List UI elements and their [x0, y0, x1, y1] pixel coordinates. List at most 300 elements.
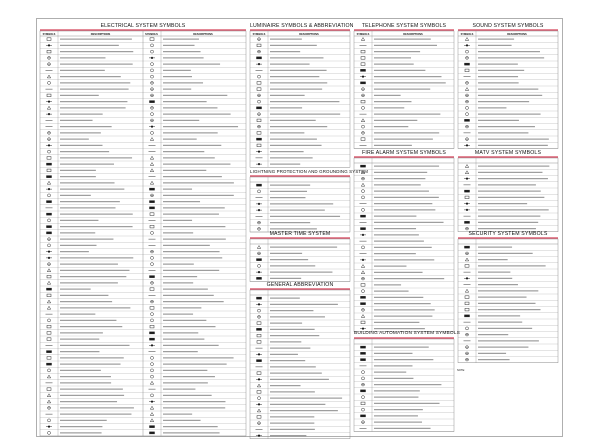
electrical-description-line	[60, 189, 124, 190]
electrical-symbol-icon	[150, 38, 154, 41]
electrical-symbol-icon	[48, 406, 51, 409]
electrical-symbol-icon	[150, 413, 153, 416]
fire-alarm-frame	[354, 158, 454, 332]
electrical-symbol-icon	[48, 138, 51, 141]
general-abbr-description-line	[270, 379, 329, 380]
electrical-description-line	[60, 64, 133, 65]
bas-description-line	[374, 365, 412, 366]
security-description-line	[478, 284, 518, 285]
telephone-symbol-icon	[362, 106, 365, 109]
fire-alarm-description-line	[374, 247, 432, 248]
general-abbr-symbol-icon	[257, 297, 262, 299]
electrical-symbol-icon	[150, 225, 154, 228]
fire-alarm-symbol-icon	[362, 196, 365, 199]
electrical-symbol-icon	[47, 226, 52, 228]
sound-symbol-icon	[465, 38, 468, 41]
fire-alarm-description-line	[374, 291, 409, 292]
master-time-symbol-icon	[257, 277, 262, 279]
general-abbr-symbol-icon	[256, 353, 262, 355]
lightning-description-line	[270, 203, 333, 204]
electrical-description-line	[60, 307, 130, 308]
matv-description-line	[478, 178, 548, 179]
electrical-symbol-icon	[151, 69, 154, 72]
electrical-symbol-icon	[151, 250, 154, 253]
electrical-symbol-icon	[46, 188, 52, 190]
electrical-description-line	[60, 114, 103, 115]
sound-description-line	[478, 95, 542, 96]
electrical-description-line	[60, 107, 126, 108]
bas-symbol-icon	[362, 396, 365, 399]
electrical-symbol-icon	[150, 381, 153, 384]
electrical-description-line	[60, 295, 108, 296]
electrical-description-line	[163, 420, 201, 421]
fire-alarm-description-line	[374, 172, 427, 173]
lightning-symbol-icon	[256, 209, 262, 211]
fire-alarm-system-symbols-title: FIRE ALARM SYSTEM SYMBOLS	[362, 150, 446, 156]
luminaire-symbol-icon	[257, 119, 261, 122]
electrical-description-line	[60, 145, 103, 146]
electrical-description-line	[163, 39, 199, 40]
security-symbol-icon	[465, 265, 469, 268]
matv-description-line	[478, 203, 527, 204]
general-abbr-symbol-icon	[257, 360, 262, 362]
electrical-description-line	[60, 132, 101, 133]
fire-alarm-description-line	[374, 259, 434, 260]
general-abbr-description-line	[270, 360, 305, 361]
fire-alarm-description-line	[374, 228, 416, 229]
bas-description-line	[374, 347, 429, 348]
security-symbol-icon	[465, 246, 470, 248]
electrical-description-line	[163, 264, 194, 265]
security-description-line	[478, 315, 520, 316]
electrical-description-line	[163, 195, 234, 196]
sound-description-line	[478, 120, 519, 121]
electrical-description-line	[60, 332, 103, 333]
matv-symbol-icon	[464, 178, 470, 180]
electrical-symbol-icon	[47, 300, 50, 303]
electrical-symbol-icon	[149, 401, 155, 403]
luminaire-symbol-icon	[258, 125, 261, 128]
electrical-description-line	[60, 357, 124, 358]
electrical-symbol-icon	[46, 251, 52, 253]
luminaire-symbol-icon	[257, 138, 262, 140]
electrical-description-line	[163, 276, 197, 277]
telephone-description-line	[374, 132, 439, 133]
electrical-symbol-icon	[48, 219, 51, 222]
telephone-description-line	[374, 51, 420, 52]
electrical-description-line	[60, 126, 112, 127]
master-time-symbol-icon	[258, 252, 261, 255]
electrical-symbol-icon	[48, 81, 51, 84]
matv-description-line	[478, 166, 549, 167]
bas-symbol-icon	[361, 390, 366, 392]
electrical-symbol-icon	[151, 81, 154, 84]
electrical-symbol-icon	[151, 356, 154, 359]
electrical-symbol-icon	[151, 263, 154, 266]
electrical-symbol-icon	[151, 394, 154, 397]
telephone-description-line	[374, 145, 412, 146]
electrical-description-line	[60, 182, 115, 183]
electrical-description-line	[163, 332, 198, 333]
lightning-symbol-icon	[258, 190, 261, 193]
luminaire-symbols-header: SYMBOLS	[252, 33, 266, 36]
master-time-description-line	[270, 278, 301, 279]
bas-description-line	[374, 372, 406, 373]
electrical-symbol-icon	[47, 375, 50, 378]
electrical-description-line	[163, 426, 218, 427]
electrical-description-line	[60, 407, 134, 408]
security-symbol-icon	[465, 315, 470, 317]
electrical-symbol-icon	[151, 194, 154, 197]
sound-description-line	[478, 51, 540, 52]
electrical-description-line	[163, 370, 207, 371]
electrical-description-line	[60, 57, 105, 58]
fire-alarm-symbol-icon	[361, 215, 366, 217]
electrical-description-line	[163, 220, 192, 221]
electrical-symbol-icon	[150, 201, 155, 203]
general-abbr-description-line	[270, 429, 315, 430]
telephone-description-line	[374, 82, 446, 83]
electrical-symbol-icon	[150, 181, 153, 184]
luminaire-symbol-icon	[257, 57, 262, 59]
master-time-symbol-icon	[258, 264, 261, 267]
general-abbr-description-line	[270, 310, 313, 311]
electrical-description-line	[163, 170, 206, 171]
telephone-symbol-icon	[361, 138, 365, 141]
bas-symbol-icon	[362, 371, 365, 374]
lightning-description-line	[270, 216, 340, 217]
bas-symbol-icon	[362, 421, 365, 424]
electrical-description-line	[60, 176, 96, 177]
telephone-symbol-icon	[360, 76, 366, 78]
luminaire-description-line	[270, 126, 327, 127]
bas-symbol-icon	[361, 352, 366, 354]
electrical-symbol-icon	[48, 263, 51, 266]
telephone-symbol-icon	[362, 88, 365, 91]
sound-symbol-icon	[466, 138, 469, 141]
electrical-description-line	[60, 201, 120, 202]
electrical-description-line	[163, 376, 215, 377]
general-abbr-description-line	[270, 366, 316, 367]
telephone-symbol-icon	[361, 82, 366, 84]
electrical-description-line	[163, 357, 234, 358]
luminaire-description-line	[270, 120, 316, 121]
general-abbr-description-line	[270, 304, 338, 305]
electrical-symbol-icon	[151, 231, 154, 234]
electrical-symbol-icon	[47, 306, 50, 309]
electrical-symbol-icon	[150, 432, 155, 434]
electrical-symbol-icon	[46, 113, 52, 115]
security-description-line	[478, 247, 512, 248]
telephone-symbols-header: SYMBOLS	[356, 33, 370, 36]
telephone-description-line	[374, 76, 441, 77]
electrical-symbol-icon	[47, 201, 52, 203]
telephone-description-line	[374, 70, 425, 71]
lightning-description-line	[270, 197, 305, 198]
telephone-descriptions-header: DESCRIPTIONS	[403, 33, 423, 36]
bas-description-line	[374, 384, 441, 385]
security-description-line	[478, 322, 522, 323]
electrical-symbol-icon	[48, 63, 51, 66]
luminaire-description-line	[270, 145, 322, 146]
electrical-description-line	[60, 251, 89, 252]
electrical-symbol-icon	[151, 375, 154, 378]
master-time-symbol-icon	[257, 259, 262, 261]
bas-description-line	[374, 353, 412, 354]
master-time-description-line	[270, 272, 332, 273]
electrical-symbol-icon	[47, 288, 52, 290]
telephone-symbol-icon	[362, 125, 365, 128]
lightning-description-line	[270, 191, 307, 192]
bas-description-line	[374, 428, 431, 429]
master-time-symbol-icon	[257, 246, 260, 249]
fire-alarm-symbol-icon	[361, 228, 366, 230]
electrical-description-line	[163, 201, 200, 202]
electrical-symbol-icon	[150, 338, 155, 340]
electrical-symbol-icon	[151, 94, 154, 97]
electrical-description-line	[163, 45, 195, 46]
fire-alarm-description-line	[374, 216, 416, 217]
electrical-description-line	[163, 126, 238, 127]
sound-symbol-icon	[466, 50, 469, 53]
sound-symbol-icon	[465, 69, 469, 72]
sound-symbol-icon	[466, 56, 469, 59]
electrical-symbol-icon	[46, 101, 52, 103]
electrical-description-line	[60, 401, 117, 402]
sound-description-line	[478, 82, 519, 83]
luminaire-description-line	[270, 82, 327, 83]
electrical-description-line	[163, 139, 197, 140]
bas-symbol-icon	[361, 359, 366, 361]
electrical-description-line	[163, 364, 227, 365]
electrical-symbol-icon	[46, 44, 52, 46]
luminaire-symbol-icon	[258, 94, 261, 97]
electrical-description-line	[60, 95, 99, 96]
telephone-description-line	[374, 120, 417, 121]
electrical-description-line	[163, 76, 192, 77]
luminaire-description-line	[270, 64, 310, 65]
electrical-description-line	[60, 432, 102, 433]
electrical-description-line	[163, 64, 220, 65]
electrical-description-line	[60, 376, 111, 377]
electrical-symbol-icon	[47, 213, 52, 215]
telephone-description-line	[374, 139, 433, 140]
matv-symbol-icon	[464, 203, 470, 205]
electrical-symbol-icon	[46, 144, 52, 146]
electrical-description-line	[60, 257, 133, 258]
note-label: NOTE:	[457, 369, 465, 372]
luminaire-symbol-icon	[258, 50, 261, 53]
electrical-description-line	[163, 214, 219, 215]
luminaire-description-line	[270, 57, 323, 58]
electrical-symbol-icon	[47, 275, 51, 278]
electrical-symbol-icon	[48, 431, 51, 434]
sound-symbol-icon	[464, 44, 470, 46]
electrical-symbol-icon	[149, 57, 155, 59]
electrical-symbol-icon	[47, 281, 50, 284]
electrical-description-line	[163, 120, 199, 121]
matv-symbol-icon	[465, 190, 470, 192]
telephone-symbol-icon	[361, 63, 365, 66]
electrical-symbols-header-1: SYMBOLS	[42, 33, 56, 36]
sound-description-line	[478, 114, 541, 115]
electrical-symbol-icon	[149, 344, 155, 346]
electrical-description-line	[163, 270, 219, 271]
security-symbol-icon	[465, 258, 468, 261]
matv-description-line	[478, 172, 542, 173]
sound-description-line	[478, 145, 548, 146]
electrical-symbol-icon	[48, 150, 51, 153]
general-abbr-description-line	[270, 335, 319, 336]
sound-symbol-icon	[466, 94, 469, 97]
electrical-symbol-icon	[47, 269, 50, 272]
luminaire-description-line	[270, 132, 304, 133]
luminaire-description-line	[270, 107, 302, 108]
electrical-description-line	[60, 326, 122, 327]
security-description-line	[478, 328, 532, 329]
sound-descriptions-header: DESCRIPTIONS	[507, 33, 527, 36]
luminaire-symbol-icon	[257, 144, 261, 147]
electrical-symbol-icon	[47, 169, 51, 172]
electrical-description-line	[60, 139, 89, 140]
luminaire-symbol-icon	[257, 44, 261, 47]
security-symbol-icon	[466, 327, 469, 330]
luminaire-description-line	[270, 157, 313, 158]
electrical-symbol-icon	[151, 44, 154, 47]
electrical-descriptions-header-2: DESCRIPTIONS	[193, 33, 213, 36]
electrical-description-line	[163, 414, 192, 415]
luminaire-description-line	[270, 76, 319, 77]
fire-alarm-description-line	[374, 178, 425, 179]
luminaire-symbol-icon	[257, 82, 261, 85]
fire-alarm-description-line	[374, 297, 423, 298]
electrical-symbols-header-2: SYMBOLS	[145, 33, 158, 36]
electrical-symbol-icon	[47, 294, 51, 297]
bas-description-line	[374, 397, 418, 398]
security-description-line	[478, 290, 538, 291]
sound-system-symbols-title: SOUND SYSTEM SYMBOLS	[472, 23, 544, 29]
bas-description-line	[374, 359, 433, 360]
sound-symbols-header: SYMBOLS	[460, 33, 474, 36]
general-abbr-symbol-icon	[257, 409, 260, 412]
matv-description-line	[478, 216, 540, 217]
luminaire-description-line	[270, 164, 300, 165]
security-symbol-icon	[466, 252, 469, 255]
electrical-description-line	[60, 45, 119, 46]
sound-symbol-icon	[465, 88, 468, 91]
matv-symbol-icon	[464, 209, 470, 211]
telephone-description-line	[374, 114, 440, 115]
electrical-description-line	[163, 189, 192, 190]
security-description-line	[478, 353, 506, 354]
sound-symbol-icon	[466, 106, 469, 109]
telephone-description-line	[374, 95, 401, 96]
fire-alarm-description-line	[374, 309, 435, 310]
security-description-line	[478, 278, 512, 279]
fire-alarm-description-line	[374, 184, 421, 185]
telephone-description-line	[374, 45, 437, 46]
electrical-description-line	[163, 314, 193, 315]
lightning-symbol-icon	[258, 221, 261, 224]
bas-description-line	[374, 409, 423, 410]
matv-description-line	[478, 191, 541, 192]
telephone-symbol-icon	[361, 69, 366, 71]
general-abbr-description-line	[270, 373, 322, 374]
sound-frame	[458, 31, 558, 149]
matv-description-line	[478, 197, 544, 198]
luminaire-symbol-icon	[257, 132, 261, 135]
electrical-description-line	[60, 351, 99, 352]
electrical-symbol-icon	[151, 106, 154, 109]
security-description-line	[478, 253, 533, 254]
fire-alarm-description-line	[374, 253, 416, 254]
general-abbr-symbol-icon	[257, 334, 261, 337]
electrical-symbol-icon	[47, 388, 51, 391]
sound-description-line	[478, 57, 544, 58]
luminaire-description-line	[270, 139, 317, 140]
fire-alarm-symbol-icon	[361, 284, 365, 287]
sound-description-line	[478, 89, 538, 90]
telephone-frame	[354, 31, 454, 149]
electrical-symbol-icon	[48, 244, 51, 247]
telephone-system-symbols-title: TELEPHONE SYSTEM SYMBOLS	[361, 23, 447, 29]
electrical-symbol-icon	[150, 288, 154, 291]
electrical-symbol-icon	[150, 163, 153, 166]
electrical-symbol-icon	[151, 50, 154, 53]
luminaire-description-line	[270, 39, 302, 40]
electrical-description-line	[163, 151, 204, 152]
fire-alarm-symbol-icon	[361, 321, 365, 324]
luminaire-symbol-icon	[258, 38, 261, 41]
electrical-symbol-icon	[150, 156, 153, 159]
electrical-description-line	[163, 401, 225, 402]
electrical-symbol-icon	[46, 257, 52, 259]
matv-symbol-icon	[465, 171, 468, 174]
fire-alarm-description-line	[374, 266, 406, 267]
telephone-description-line	[374, 101, 411, 102]
electrical-description-line	[60, 426, 102, 427]
electrical-symbol-icon	[151, 281, 154, 284]
luminaire-description-line	[270, 45, 317, 46]
electrical-description-line	[163, 207, 225, 208]
electrical-description-line	[163, 251, 220, 252]
electrical-symbol-icon	[150, 276, 155, 278]
electrical-description-line	[60, 264, 118, 265]
luminaire-symbol-icon	[257, 88, 261, 91]
general-abbr-symbol-icon	[257, 384, 260, 387]
electrical-symbol-icon	[151, 363, 154, 366]
electrical-description-line	[60, 39, 132, 40]
security-symbol-icon	[466, 333, 469, 336]
sound-description-line	[478, 132, 528, 133]
general-abbr-symbol-icon	[257, 391, 261, 394]
electrical-symbol-icon	[47, 94, 51, 97]
electrical-description-line	[163, 295, 214, 296]
electrical-description-line	[163, 320, 206, 321]
electrical-description-line	[163, 407, 225, 408]
sound-description-line	[478, 45, 512, 46]
electrical-symbol-icon	[47, 400, 50, 403]
fire-alarm-description-line	[374, 328, 425, 329]
fire-alarm-description-line	[374, 303, 431, 304]
electrical-description-line	[163, 70, 191, 71]
electrical-symbol-icon	[47, 351, 52, 353]
bas-description-line	[374, 422, 422, 423]
electrical-symbol-icon	[150, 101, 155, 103]
electrical-description-line	[60, 157, 132, 158]
general-abbr-symbol-icon	[256, 378, 262, 380]
lightning-description-line	[270, 210, 325, 211]
